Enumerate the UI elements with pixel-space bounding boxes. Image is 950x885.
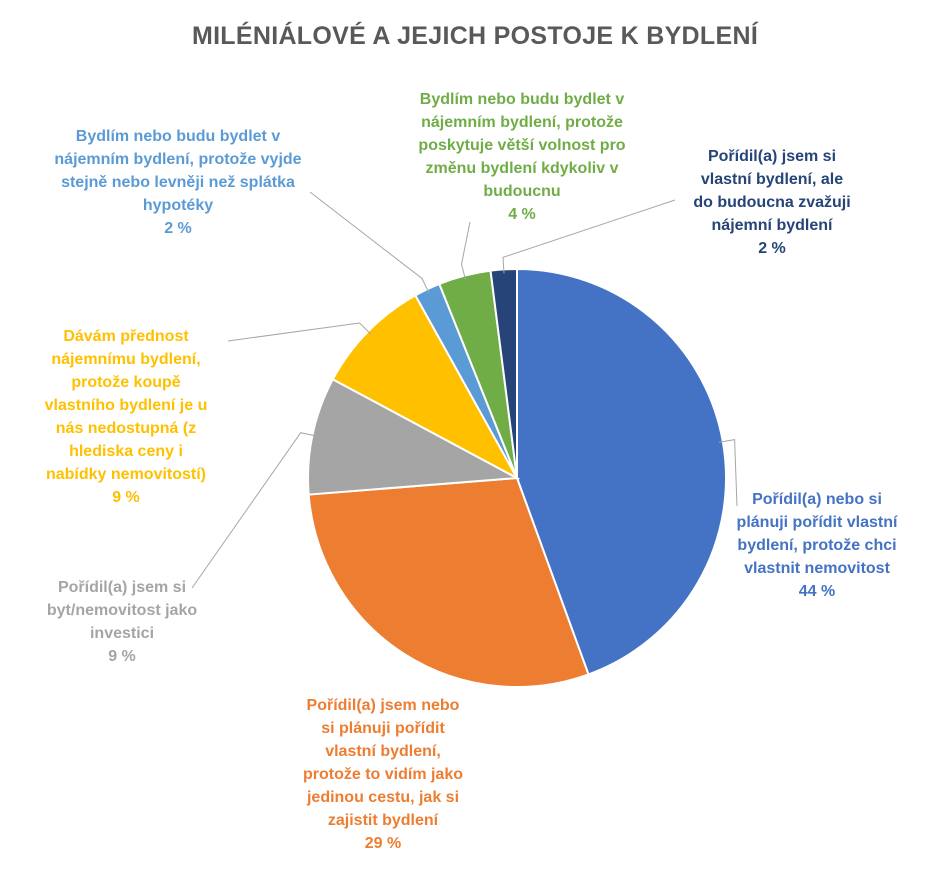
slice-label-2-line: byt/nemovitost jako	[46, 602, 198, 619]
slice-label-3-line: vlastního bydlení je u	[44, 397, 208, 414]
slice-label-0-line: plánuji pořídit vlastní	[736, 514, 898, 531]
slice-value-label-5: 4 %	[508, 206, 536, 223]
leader-line-3	[228, 323, 371, 341]
slice-label-2-line: investici	[89, 625, 155, 642]
slice-label-1-line: si plánuji pořídit	[321, 720, 445, 737]
slice-label-5-line: poskytuje větší volnost pro	[418, 137, 626, 154]
slice-label-3-line: protože koupě	[71, 374, 181, 391]
slice-label-3-line: Dávám přednost	[63, 328, 189, 345]
slice-label-2	[22, 576, 222, 668]
slice-label-3-line: nabídky nemovitostí)	[45, 466, 207, 483]
slice-value-label-3: 9 %	[112, 489, 140, 506]
slice-label-6	[672, 145, 872, 260]
slice-label-1-line: vlastní bydlení,	[325, 743, 441, 760]
slice-label-5-line: nájemním bydlení, protože	[421, 114, 623, 131]
slice-label-3-line: hlediska ceny i	[69, 443, 183, 460]
slice-label-6-line: nájemní bydlení	[711, 217, 833, 234]
slice-value-label-0: 44 %	[798, 583, 836, 600]
slice-label-3	[20, 325, 232, 509]
slice-label-0-line: bydlení, protože chci	[737, 537, 897, 554]
slice-label-4-line: hypotéky	[142, 197, 214, 214]
slice-label-4	[28, 125, 328, 240]
slice-value-label-1: 29 %	[364, 835, 402, 852]
slice-label-1-line: jedinou cestu, jak si	[306, 789, 460, 806]
slice-label-1-line: zajistit bydlení	[327, 812, 439, 829]
slice-label-2-line: Pořídil(a) jsem si	[57, 579, 187, 596]
slice-label-4-line: stejně nebo levněji než splátka	[61, 174, 295, 191]
slice-label-4-line: Bydlím nebo budu bydlet v	[75, 128, 281, 145]
slice-label-6-line: Pořídil(a) jsem si	[707, 148, 837, 165]
slice-label-3-line: nás nedostupná (z	[55, 420, 197, 437]
slice-value-label-2: 9 %	[108, 648, 136, 665]
slice-label-5-line: budoucnu	[483, 183, 561, 200]
slice-label-6-line: vlastní bydlení, ale	[700, 171, 844, 188]
slice-label-6-line: do budoucna zvažuji	[693, 194, 851, 211]
slice-label-5-line: změnu bydlení kdykoliv v	[425, 160, 619, 177]
slice-value-label-4: 2 %	[164, 220, 192, 237]
slice-label-4-line: nájemním bydlení, protože vyjde	[54, 151, 302, 168]
slice-label-1-line: protože to vidím jako	[302, 766, 463, 783]
slice-label-5	[372, 88, 672, 226]
chart-title: MILÉNIÁLOVÉ A JEJICH POSTOJE K BYDLENÍ	[191, 22, 759, 50]
slice-label-3-line: nájemnímu bydlení,	[51, 351, 201, 368]
leader-line-5	[462, 222, 471, 280]
slice-label-0	[722, 488, 912, 603]
slice-label-0-line: vlastnit nemovitost	[744, 560, 890, 577]
slice-value-label-6: 2 %	[758, 240, 786, 257]
slice-label-5-line: Bydlím nebo budu bydlet v	[419, 91, 625, 108]
slice-label-1-line: Pořídil(a) jsem nebo	[306, 697, 460, 714]
slice-label-0-line: Pořídil(a) nebo si	[752, 491, 882, 508]
slice-label-1	[283, 694, 483, 855]
